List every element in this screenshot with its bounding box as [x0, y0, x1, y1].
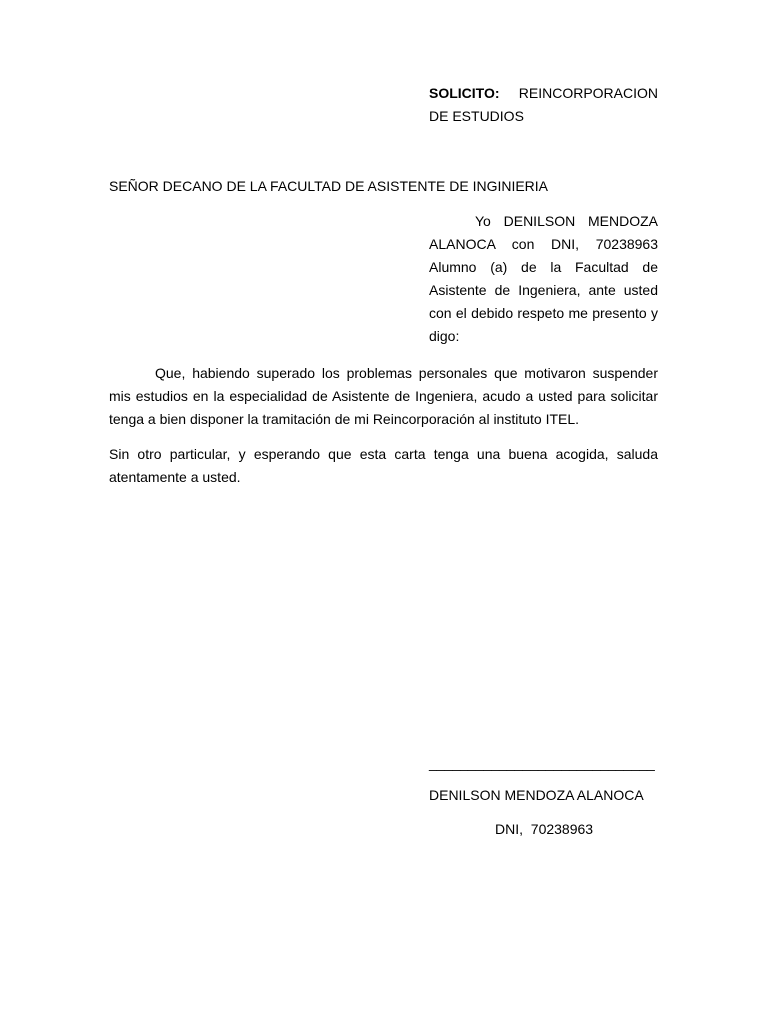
subject-text: REINCORPORACION DE ESTUDIOS [429, 85, 658, 124]
body-paragraph-request: Que, habiendo superado los problemas personales que motivaron suspender mis estudios en la especialidad de Asistente de Ingeniera, acudo a usted para solicitar tenga a bien disponer la tramitación de mi Reincorporación al instituto ITEL. [109, 365, 658, 427]
signature-dni: DNI, 70238963 [495, 821, 594, 837]
subject-block [429, 82, 658, 128]
intro-paragraph: Yo DENILSON MENDOZA ALANOCA con DNI, 70238963 Alumno (a) de la Facultad de Asistente de Ingeniera, ante usted con el debido respeto me presento y digo: [429, 213, 658, 344]
signature-line: _____________________________ [429, 755, 655, 771]
body-paragraph-closing: Sin otro particular, y esperando que esta carta tenga una buena acogida, saluda atentamente a usted. [109, 446, 658, 485]
addressee: SEÑOR DECANO DE LA FACULTAD DE ASISTENTE DE INGINIERIA [109, 178, 549, 194]
subject-label: SOLICITO: [429, 85, 500, 101]
signature-name: DENILSON MENDOZA ALANOCA [429, 787, 644, 803]
